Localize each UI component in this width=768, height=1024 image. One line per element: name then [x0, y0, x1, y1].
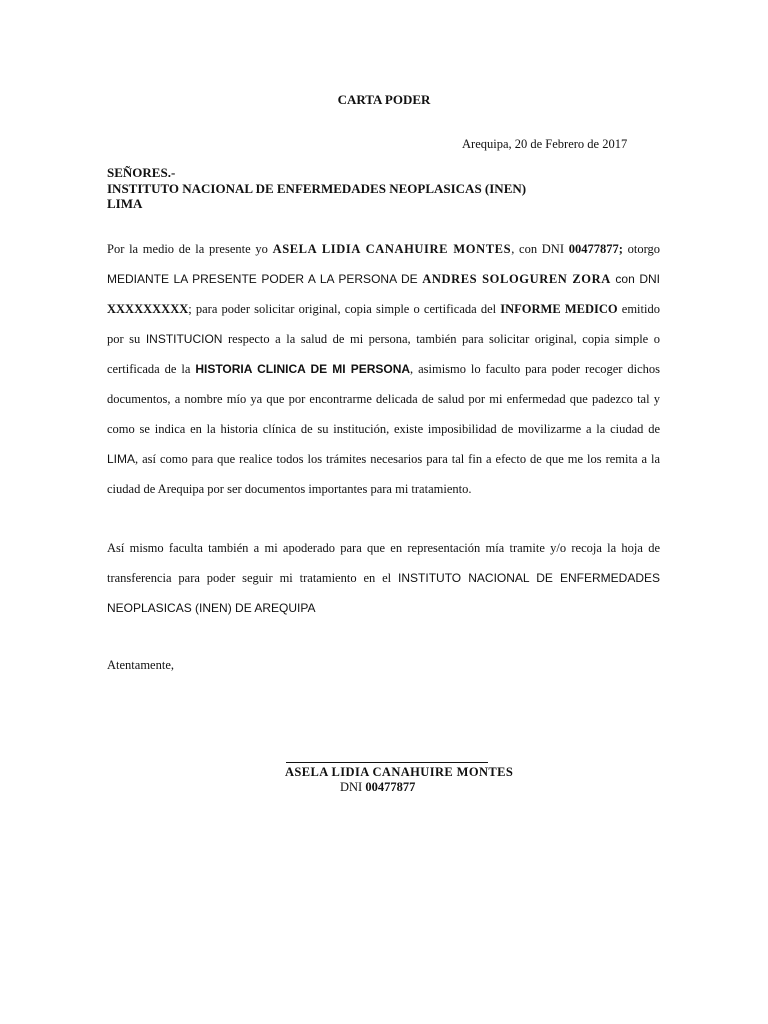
recipient-city: LIMA: [107, 196, 143, 211]
paragraph-line: [107, 361, 660, 391]
paragraph-line: ciudad de Arequipa por ser documentos importantes para mi tratamiento.: [107, 482, 472, 496]
paragraph-line: [107, 241, 660, 271]
paragraph-line: [107, 331, 660, 361]
text-run: , con DNI: [511, 242, 569, 256]
informe-medico-text: INFORME MEDICO: [500, 302, 618, 316]
grantor-name: ASELA LIDIA CANAHUIRE MONTES: [272, 242, 512, 256]
paragraph-line: [107, 301, 660, 331]
recipient-block: [107, 165, 526, 212]
signature-line: [286, 762, 488, 763]
recipient-salutation: SEÑORES.-: [107, 165, 176, 180]
document-date: Arequipa, 20 de Febrero de 2017: [462, 137, 628, 151]
text-run: NEOPLASICAS (INEN) DE AREQUIPA: [107, 601, 316, 615]
paragraph-line: documentos, a nombre mío ya que por encontrarme delicada de salud por mi enfermedad que padezco tal y: [107, 392, 660, 406]
text-run: por su: [107, 332, 146, 346]
text-run: certificada de la: [107, 362, 196, 376]
text-run: con DNI: [610, 272, 660, 286]
text-run: INSTITUCION: [145, 332, 223, 346]
text-run: respecto a la salud de mi persona, también para solicitar original, copia simple o: [222, 332, 660, 346]
paragraph-line: [107, 451, 660, 481]
document-title: CARTA PODER: [337, 92, 431, 107]
paragraph-line: [107, 570, 660, 600]
paragraph-line: [107, 271, 660, 301]
text-run: ; para poder solicitar original, copia simple o certificada del: [188, 302, 501, 316]
text-run: , así como para que realice todos los trámites necesarios para tal fin a efecto de que me los remita a la: [135, 452, 660, 466]
text-run: , asimismo lo faculto para poder recoger dichos: [410, 362, 660, 376]
paragraph-line: [107, 600, 660, 630]
body-paragraph-2: [107, 540, 660, 630]
body-paragraph-1: [107, 241, 660, 511]
paragraph-line: como se indica en la historia clínica de su institución, existe imposibilidad de movilizarme a la ciudad de: [107, 422, 660, 436]
text-run: emitido: [617, 302, 660, 316]
signature-dni: [340, 780, 415, 795]
text-run: LIMA: [107, 452, 136, 466]
attorney-dni: XXXXXXXXX: [107, 302, 189, 316]
dni-label: DNI: [340, 780, 366, 794]
text-run: INSTITUTO NACIONAL DE ENFERMEDADES: [398, 571, 660, 585]
paragraph-line: Así mismo faculta también a mi apoderado para que en representación mía tramite y/o recoja la hoja de: [107, 541, 660, 555]
text-run: MEDIANTE LA PRESENTE PODER A LA PERSONA DE: [107, 272, 423, 286]
recipient-institution: INSTITUTO NACIONAL DE ENFERMEDADES NEOPLASICAS (INEN): [107, 180, 527, 196]
text-run: transferencia para poder seguir mi tratamiento en el: [107, 571, 399, 585]
dni-number: 00477877: [365, 780, 416, 794]
grantor-dni: 00477877;: [568, 242, 623, 256]
text-run: Por la medio de la presente yo: [107, 242, 273, 256]
signature-name: ASELA LIDIA CANAHUIRE MONTES: [285, 765, 514, 779]
historia-clinica-text: HISTORIA CLINICA DE MI PERSONA: [195, 362, 411, 376]
attorney-name: ANDRES SOLOGUREN ZORA: [422, 272, 611, 286]
closing-text: Atentamente,: [107, 658, 174, 672]
text-run: otorgo: [622, 242, 661, 256]
